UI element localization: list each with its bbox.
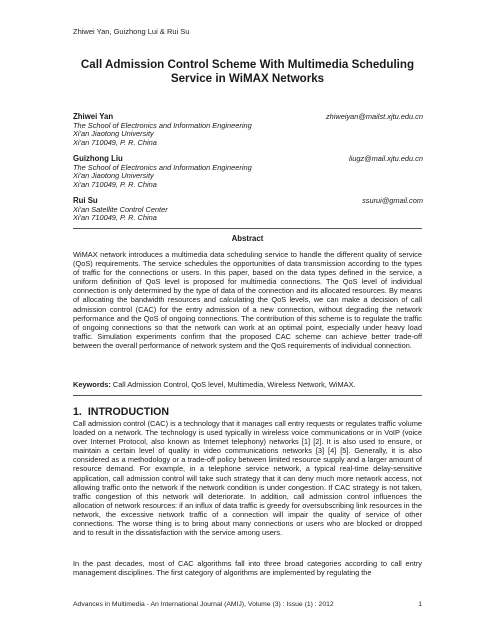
author-affiliation-line: Xi'an 710049, P. R. China — [73, 179, 157, 189]
paper-title: Call Admission Control Scheme With Multimedia Scheduling Service in WiMAX Networks — [80, 58, 415, 85]
running-head: Zhiwei Yan, Guizhong Lui & Rui Su — [73, 27, 190, 36]
author-affiliation-line: Xi'an Jiaotong University — [73, 171, 154, 181]
author-name: Rui Su — [73, 196, 98, 205]
author-block — [73, 197, 423, 223]
author-block — [73, 155, 423, 189]
author-name: Zhiwei Yan — [73, 112, 114, 121]
author-affiliation-line: Xi'an 710049, P. R. China — [73, 137, 157, 147]
body-paragraph: Call admission control (CAC) is a technology that it manages call entry requests or regulates traffic volume loaded on a network. The technology is used typically in wireless voice communications or in VoIP (voice over Internet Protocol, also known as Internet telephony) networks [1] [2]. It is also used to ensure, or maintain a certain level of quality in video communications networks [3] [4] [5]. Generally, it is also considered as a methodology or a trade-off policy between limited resource supply and a larger amount of resource demand. For example, in a telephone service network, a typical real-time delay-sensitive application, call admission control will take such strategy that it can deny much more network access, not allowing traffic onto the network if the network condition is under congestion. If CAC strategy is not taken, traffic congestion of this network will deteriorate. In addition, call admission control influences the allocation of network resources: if an influx of data traffic is greedy for oversubscribing link resources in the network, the excessive network traffic of a connection will impair the quality of service of other connections. The worse thing is to bring about many connections or users who are blocked or dropped and to result in the dissatisfaction with the service among users. — [73, 419, 422, 538]
section-heading — [73, 406, 169, 418]
page-footer — [73, 601, 422, 608]
author-email[interactable]: zhiweiyan@mailst.xjtu.edu.cn — [325, 112, 423, 121]
author-block — [73, 113, 423, 147]
author-affiliation-line: The School of Electronics and Information Engineering — [73, 120, 252, 130]
section-title: INTRODUCTION — [87, 406, 170, 418]
journal-citation: Advances in Multimedia - An International Journal (AMIJ), Volume (3) : Issue (1) : 2012 — [73, 601, 334, 608]
abstract-text: WiMAX network introduces a multimedia data scheduling service to handle the different quality of service (QoS) requirements. The service schedules the opportunities of data transmission according to the types of traffic for the connections or users. In this paper, based on the data types defined in the service, a uniform definition of QoS level is proposed for multimedia connections. The QoS level of individual connection is only determined by the type of data of the connection and its allocated resources. By means of allocating the bandwidth resources and calculating the QoS levels, we can make a decision of call admission control (CAC) for the entry admission of a new connection, without degrading the network performance and the QoS of ongoing connections. The contribution of this scheme is to regulate the traffic of ongoing connections so that the network can work at an optimal point, especially under heavy load traffic. Simulation experiments confirm that the proposed CAC scheme can achieve better trade-off between the overall performance of network system and the QoS requirements of individual connection. — [73, 250, 422, 350]
author-email[interactable]: ssurui@gmail.com — [362, 196, 423, 205]
author-email[interactable]: liugz@mail.xjtu.edu.cn — [348, 154, 423, 163]
keywords-text: Call Admission Control, QoS level, Multimedia, Wireless Network, WiMAX. — [110, 380, 356, 389]
section-number: 1. — [73, 406, 82, 418]
body-paragraph: In the past decades, most of CAC algorithms fall into three broad categories according to call entry management disciplines. The first category of algorithms are implemented by regulating the — [73, 559, 422, 578]
keywords-label: Keywords: — [73, 380, 111, 389]
author-affiliation-line: The School of Electronics and Information Engineering — [73, 162, 252, 172]
page-number: 1 — [418, 601, 422, 608]
author-affiliation-line: Xi'an 710049, P. R. China — [73, 213, 157, 223]
keywords-line — [73, 380, 422, 389]
divider-rule — [73, 228, 422, 229]
divider-rule — [73, 395, 422, 396]
author-affiliation-line: Xi'an Satellite Control Center — [73, 204, 168, 214]
abstract-heading: Abstract — [231, 234, 264, 243]
author-name: Guizhong Liu — [73, 154, 123, 163]
author-affiliation-line: Xi'an Jiaotong University — [73, 129, 154, 139]
